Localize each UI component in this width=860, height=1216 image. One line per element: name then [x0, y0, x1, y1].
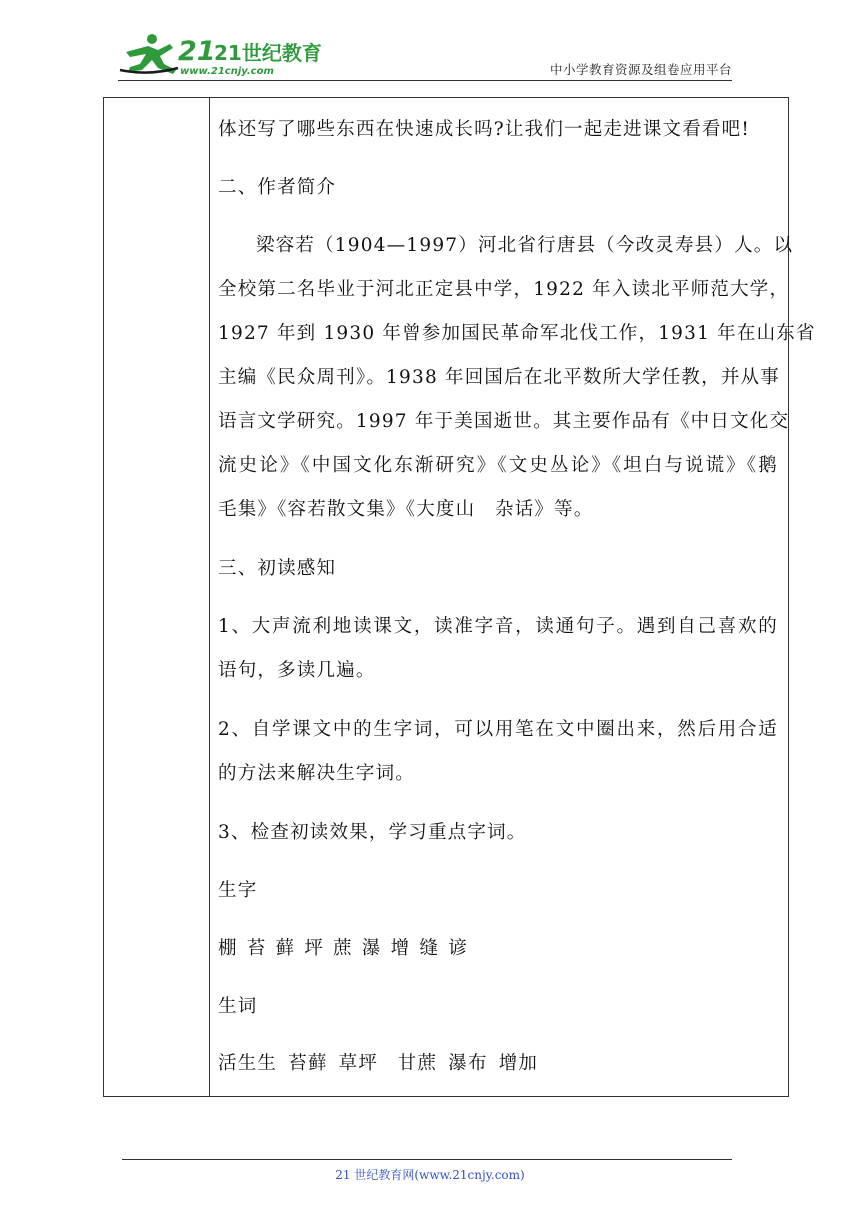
step-1-line: 语句，多读几遍。	[218, 660, 376, 681]
new-characters-label: 生字	[218, 880, 258, 901]
new-words-label: 生词	[218, 996, 258, 1017]
intro-tail: 体还写了哪些东西在快速成长吗?让我们一起走进课文看看吧!	[218, 119, 750, 140]
page-header	[0, 0, 860, 90]
header-divider	[118, 80, 732, 81]
step-2-line: 的方法来解决生字词。	[218, 763, 416, 784]
site-logo	[118, 30, 322, 80]
section-title-author: 二、作者简介	[218, 177, 337, 198]
lesson-table	[103, 97, 816, 1097]
header-tagline: 中小学教育资源及组卷应用平台	[549, 62, 732, 77]
bio-line: 主编《民众周刊》。1938 年回国后在北平数所大学任教，并从事	[218, 367, 780, 388]
footer-site-link[interactable]: 21 世纪教育网(www.21cnjy.com)	[335, 1168, 525, 1182]
svg-text:www.21cnjy.com: www.21cnjy.com	[180, 66, 274, 77]
new-words-list: 活生生 苔藓 草坪 甘蔗 瀑布 增加	[218, 1053, 539, 1074]
new-characters-list: 棚 苔 藓 坪 蔗 瀑 增 缝 谚	[218, 938, 468, 959]
step-3-line: 3、检查初读效果，学习重点字词。	[218, 822, 527, 843]
footer-divider	[122, 1159, 732, 1160]
section-title-first-reading: 三、初读感知	[218, 558, 337, 579]
step-1-line: 1、大声流利地读课文，读准字音，读通句子。遇到自己喜欢的	[218, 616, 778, 637]
bio-line: 1927 年到 1930 年曾参加国民革命军北伐工作，1931 年在山东省	[218, 323, 816, 344]
bio-line: 全校第二名毕业于河北正定县中学，1922 年入读北平师范大学，	[218, 279, 790, 300]
bio-line: 毛集》《容若散文集》《大度山 杂话》等。	[218, 499, 594, 520]
column-divider	[209, 98, 210, 1096]
bio-line: 流史论》《中国文化东渐研究》《文史丛论》《坦白与说谎》《鹅	[218, 455, 778, 476]
step-2-line: 2、自学课文中的生字词，可以用笔在文中圈出来，然后用合适	[218, 719, 778, 740]
svg-text:21世纪教育: 21世纪教育	[214, 41, 322, 65]
bio-line: 语言文学研究。1997 年于美国逝世。其主要作品有《中日文化交	[218, 411, 790, 432]
svg-text:21: 21	[178, 36, 216, 67]
bio-line: 梁容若（1904—1997）河北省行唐县（今改灵寿县）人。以	[256, 235, 794, 256]
